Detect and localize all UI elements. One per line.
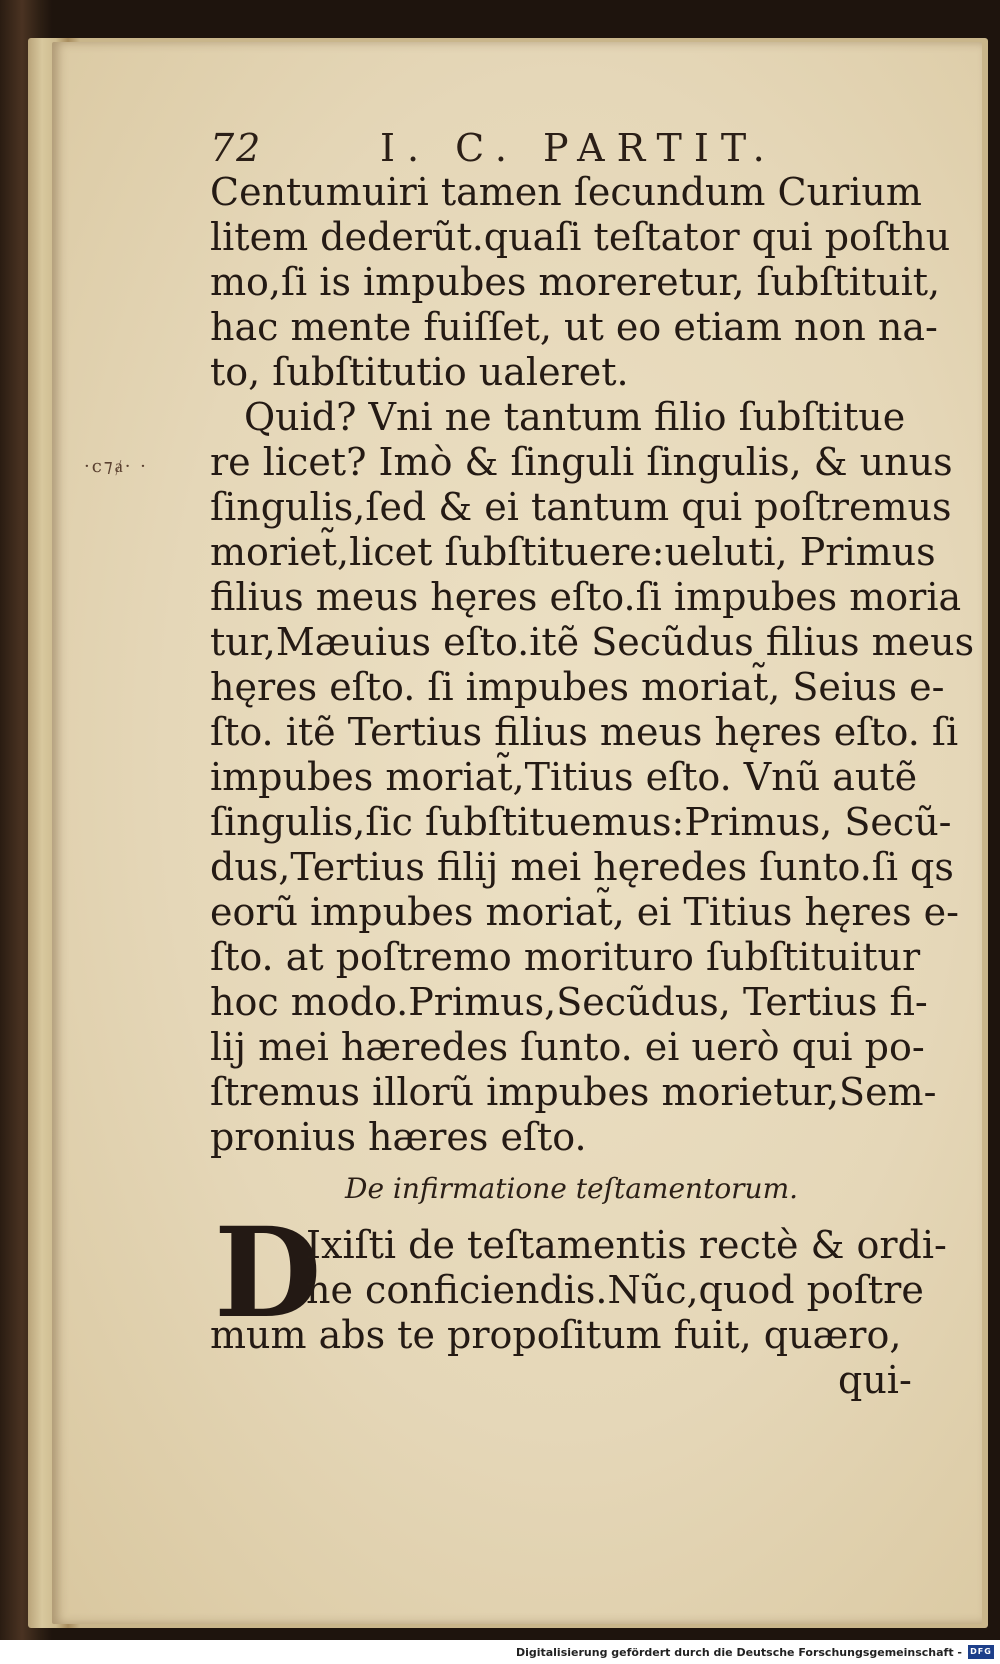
text-line: ſto. at poſtremo morituro ſubſtituitur [210,935,921,979]
text-line: ne conficiendis.Nũc,quod poſtre [306,1268,924,1312]
text-line: to, ſubſtitutio ualeret. [210,350,629,394]
text-line: filius meus hęres eſto.ſi impubes moria [210,575,962,619]
section-text [210,1201,947,1357]
text-line: re licet? Imò & ſinguli ſingulis, & unus [210,440,953,484]
page-number: 72 [210,126,263,170]
text-line: mum abs te propoſitum fuit, quæro, [210,1313,902,1357]
text-line: ſto. itẽ Tertius filius meus hęres eſto. ſi [210,710,959,754]
text-line: ſtremus illorũ impubes morietur,Sem- [210,1070,937,1114]
dfg-logo: DFG [968,1645,994,1659]
text-line: dus,Tertius filij mei hęredes ſunto.ſi qs [210,845,954,889]
text-line: hęres eſto. ſi impubes moriat̃, Seius e- [210,665,945,709]
running-head [210,126,870,170]
text-line: hac mente fuiſſet, ut eo etiam non na- [210,305,938,349]
text-line: tur,Mæuius eſto.itẽ Secũdus filius meus [210,620,975,664]
footer-bar [0,1640,1000,1664]
text-line: Ixiſti de teſtamentis rectè & ordi- [306,1223,947,1267]
running-title: I. C. PARTIT. [380,126,777,170]
body-text [210,170,975,1160]
text-line: mo,ſi is impubes moreretur, ſubſtituit, [210,260,941,304]
text-line: Centumuiri tamen ſecundum Curium [210,170,922,214]
text-line: ſingulis,ſed & ei tantum qui poſtremus [210,485,952,529]
funding-credit: Digitalisierung gefördert durch die Deutsche Forschungsgemeinschaft - [515,1645,962,1659]
text-line: ſingulis,ſic ſubſtituemus:Primus, Secũ- [210,800,952,844]
text-line: moriet̃,licet ſubſtituere:ueluti, Primus [210,530,936,574]
text-line: lij mei hæredes ſunto. ei uerò qui po- [210,1025,925,1069]
text-line: pronius hæres eſto. [210,1115,587,1159]
text-line: hoc modo.Primus,Secũdus, Tertius fi- [210,980,928,1024]
section-heading: De infirmatione teſtamentorum. [345,1172,799,1205]
text-line: litem dederũt.quaſi teſtator qui poſthu [210,215,951,259]
text-line: Quid? Vni ne tantum filio ſubſtitue [244,395,906,439]
text-line: impubes moriat̃,Titius eſto. Vnũ autẽ [210,755,918,799]
text-line: eorũ impubes moriat̃, ei Titius hęres e- [210,890,959,934]
drop-cap-initial: D [214,1201,322,1346]
catchword: qui- [838,1358,912,1402]
margin-note: ·ϲ⁊ⱥ· · [84,456,148,477]
